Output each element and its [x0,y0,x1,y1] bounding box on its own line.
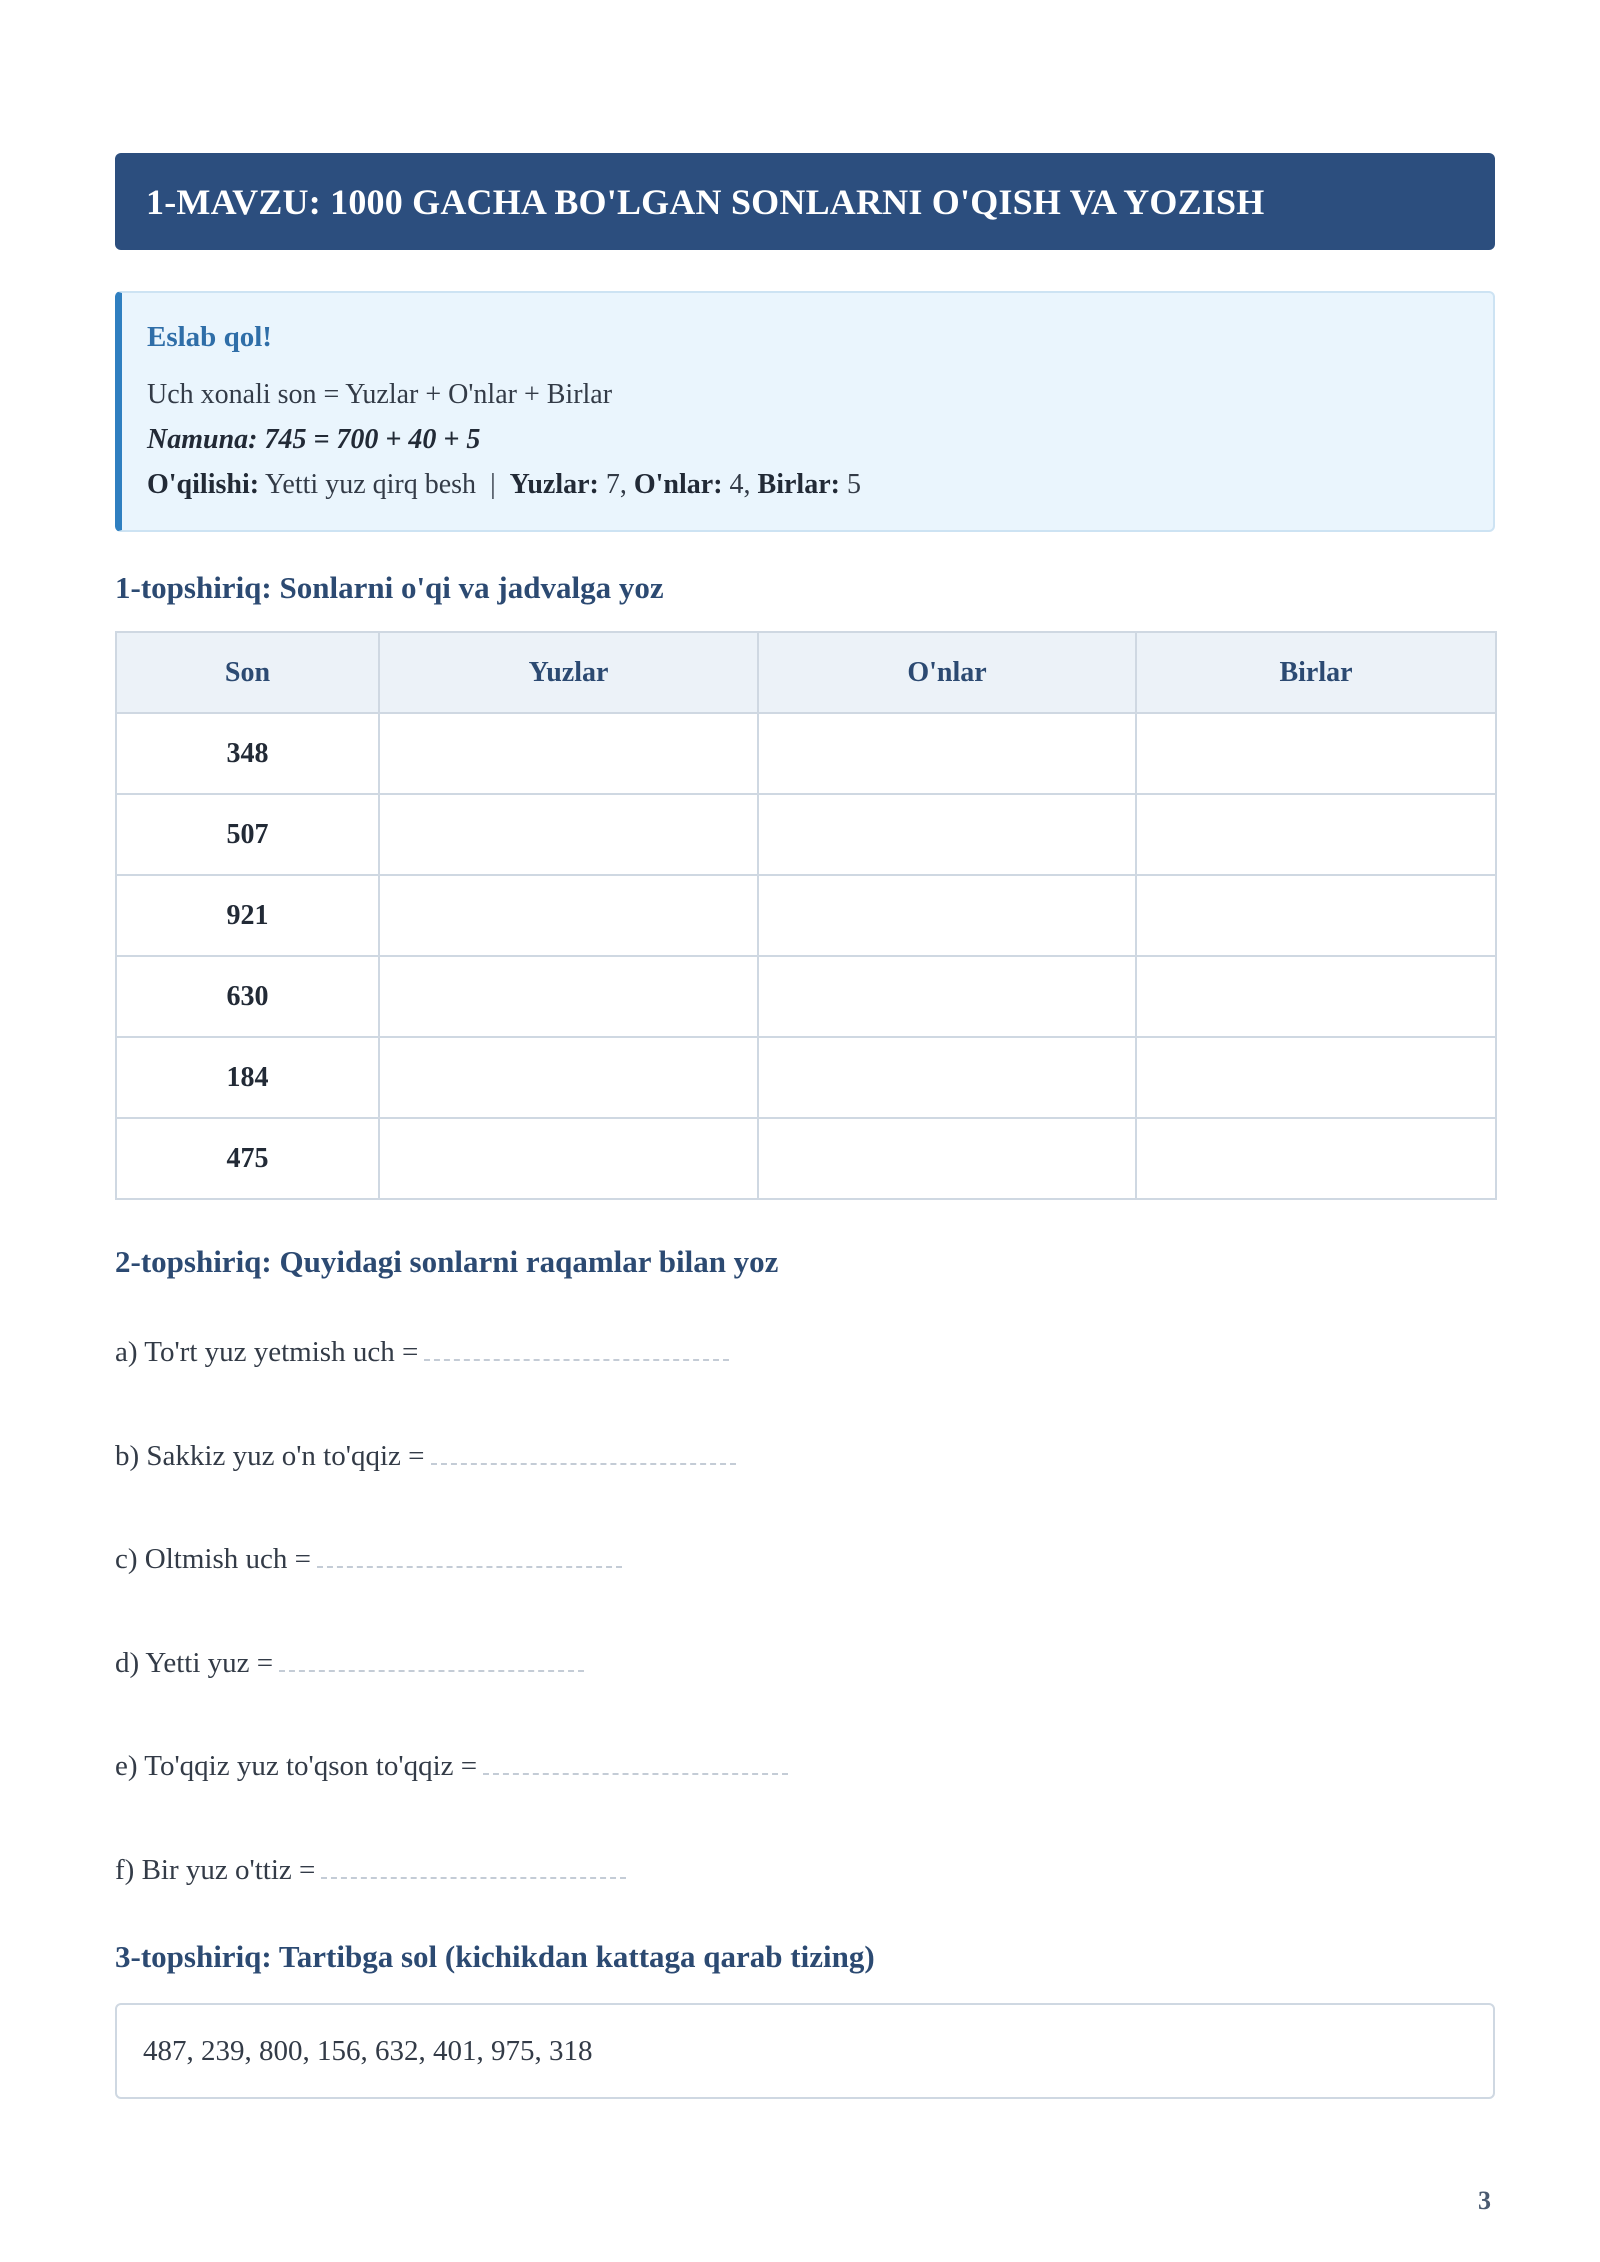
answer-blank[interactable] [279,1646,584,1672]
answer-blank[interactable] [317,1542,622,1568]
reading-label: O'qilishi: [147,469,260,500]
birlar-answer-cell[interactable] [1136,875,1496,956]
yuzlar-answer-cell[interactable] [379,875,758,956]
number-cell: 184 [116,1037,379,1118]
item-prompt: d) Yetti yuz = [115,1646,274,1679]
number-cell: 475 [116,1118,379,1199]
hundreds-label: Yuzlar: [509,469,599,500]
header-onlar: O'nlar [758,632,1136,713]
yuzlar-answer-cell[interactable] [379,1037,758,1118]
topic-title-bar [115,153,1495,250]
onlar-answer-cell[interactable] [758,794,1136,875]
task2-title: 2-topshiriq: Quyidagi sonlarni raqamlar bilan yoz [115,1244,779,1279]
header-birlar: Birlar [1136,632,1496,713]
number-cell: 348 [116,713,379,794]
list-item [115,1436,1495,1540]
birlar-answer-cell[interactable] [1136,794,1496,875]
ones-value: 5 [846,469,861,500]
list-item [115,1643,1495,1747]
answer-blank[interactable] [431,1439,736,1465]
ones-label: Birlar: [757,469,840,500]
tens-label: O'nlar: [633,469,723,500]
note-reading [147,462,1467,507]
number-cell: 507 [116,794,379,875]
birlar-answer-cell[interactable] [1136,956,1496,1037]
remember-note-box [115,291,1495,532]
header-son: Son [116,632,379,713]
reading-separator: | [490,469,496,500]
note-rule: Uch xonali son = Yuzlar + O'nlar + Birlar [147,379,613,410]
table-row [116,875,1496,956]
onlar-answer-cell[interactable] [758,713,1136,794]
table-row [116,956,1496,1037]
list-item [115,1332,1495,1436]
list-item [115,1539,1495,1643]
task1-title: 1-topshiriq: Sonlarni o'qi va jadvalga yoz [115,570,664,605]
item-prompt: c) Oltmish uch = [115,1543,311,1575]
onlar-answer-cell[interactable] [758,1037,1136,1118]
table-header-row [116,632,1496,713]
reading-text: Yetti yuz qirq besh [265,469,477,500]
header-yuzlar: Yuzlar [379,632,758,713]
worksheet-page [115,153,1495,2099]
onlar-answer-cell[interactable] [758,956,1136,1037]
birlar-answer-cell[interactable] [1136,713,1496,794]
number-cell: 921 [116,875,379,956]
number-sequence: 487, 239, 800, 156, 632, 401, 975, 318 [143,2034,593,2067]
answer-blank[interactable] [321,1853,626,1879]
note-heading: Eslab qol! [147,321,272,353]
write-digits-list [115,1332,1495,1953]
onlar-answer-cell[interactable] [758,875,1136,956]
item-prompt: e) To'qqiz yuz to'qson to'qqiz = [115,1750,478,1782]
hundreds-value: 7, [605,469,627,500]
topic-title: 1-MAVZU: 1000 GACHA BO'LGAN SONLARNI O'QISH VA YOZISH [146,181,1265,222]
table-row [116,713,1496,794]
birlar-answer-cell[interactable] [1136,1118,1496,1199]
number-cell: 630 [116,956,379,1037]
item-prompt: a) To'rt yuz yetmish uch = [115,1336,419,1368]
note-example: Namuna: 745 = 700 + 40 + 5 [147,424,481,455]
yuzlar-answer-cell[interactable] [379,794,758,875]
item-prompt: b) Sakkiz yuz o'n to'qqiz = [115,1439,425,1472]
yuzlar-answer-cell[interactable] [379,1118,758,1199]
list-item [115,1850,1495,1954]
page-number: 3 [1478,2186,1491,2215]
table-row [116,1037,1496,1118]
answer-blank[interactable] [424,1335,729,1361]
table-row [116,1118,1496,1199]
item-prompt: f) Bir yuz o'ttiz = [115,1853,316,1886]
onlar-answer-cell[interactable] [758,1118,1136,1199]
table-row [116,794,1496,875]
sequence-box [115,2003,1495,2099]
place-value-table [115,631,1497,1200]
task3-title: 3-topshiriq: Tartibga sol (kichikdan kattaga qarab tizing) [115,1939,875,1974]
answer-blank[interactable] [483,1749,788,1775]
list-item [115,1746,1495,1850]
yuzlar-answer-cell[interactable] [379,713,758,794]
yuzlar-answer-cell[interactable] [379,956,758,1037]
tens-value: 4, [729,469,751,500]
birlar-answer-cell[interactable] [1136,1037,1496,1118]
